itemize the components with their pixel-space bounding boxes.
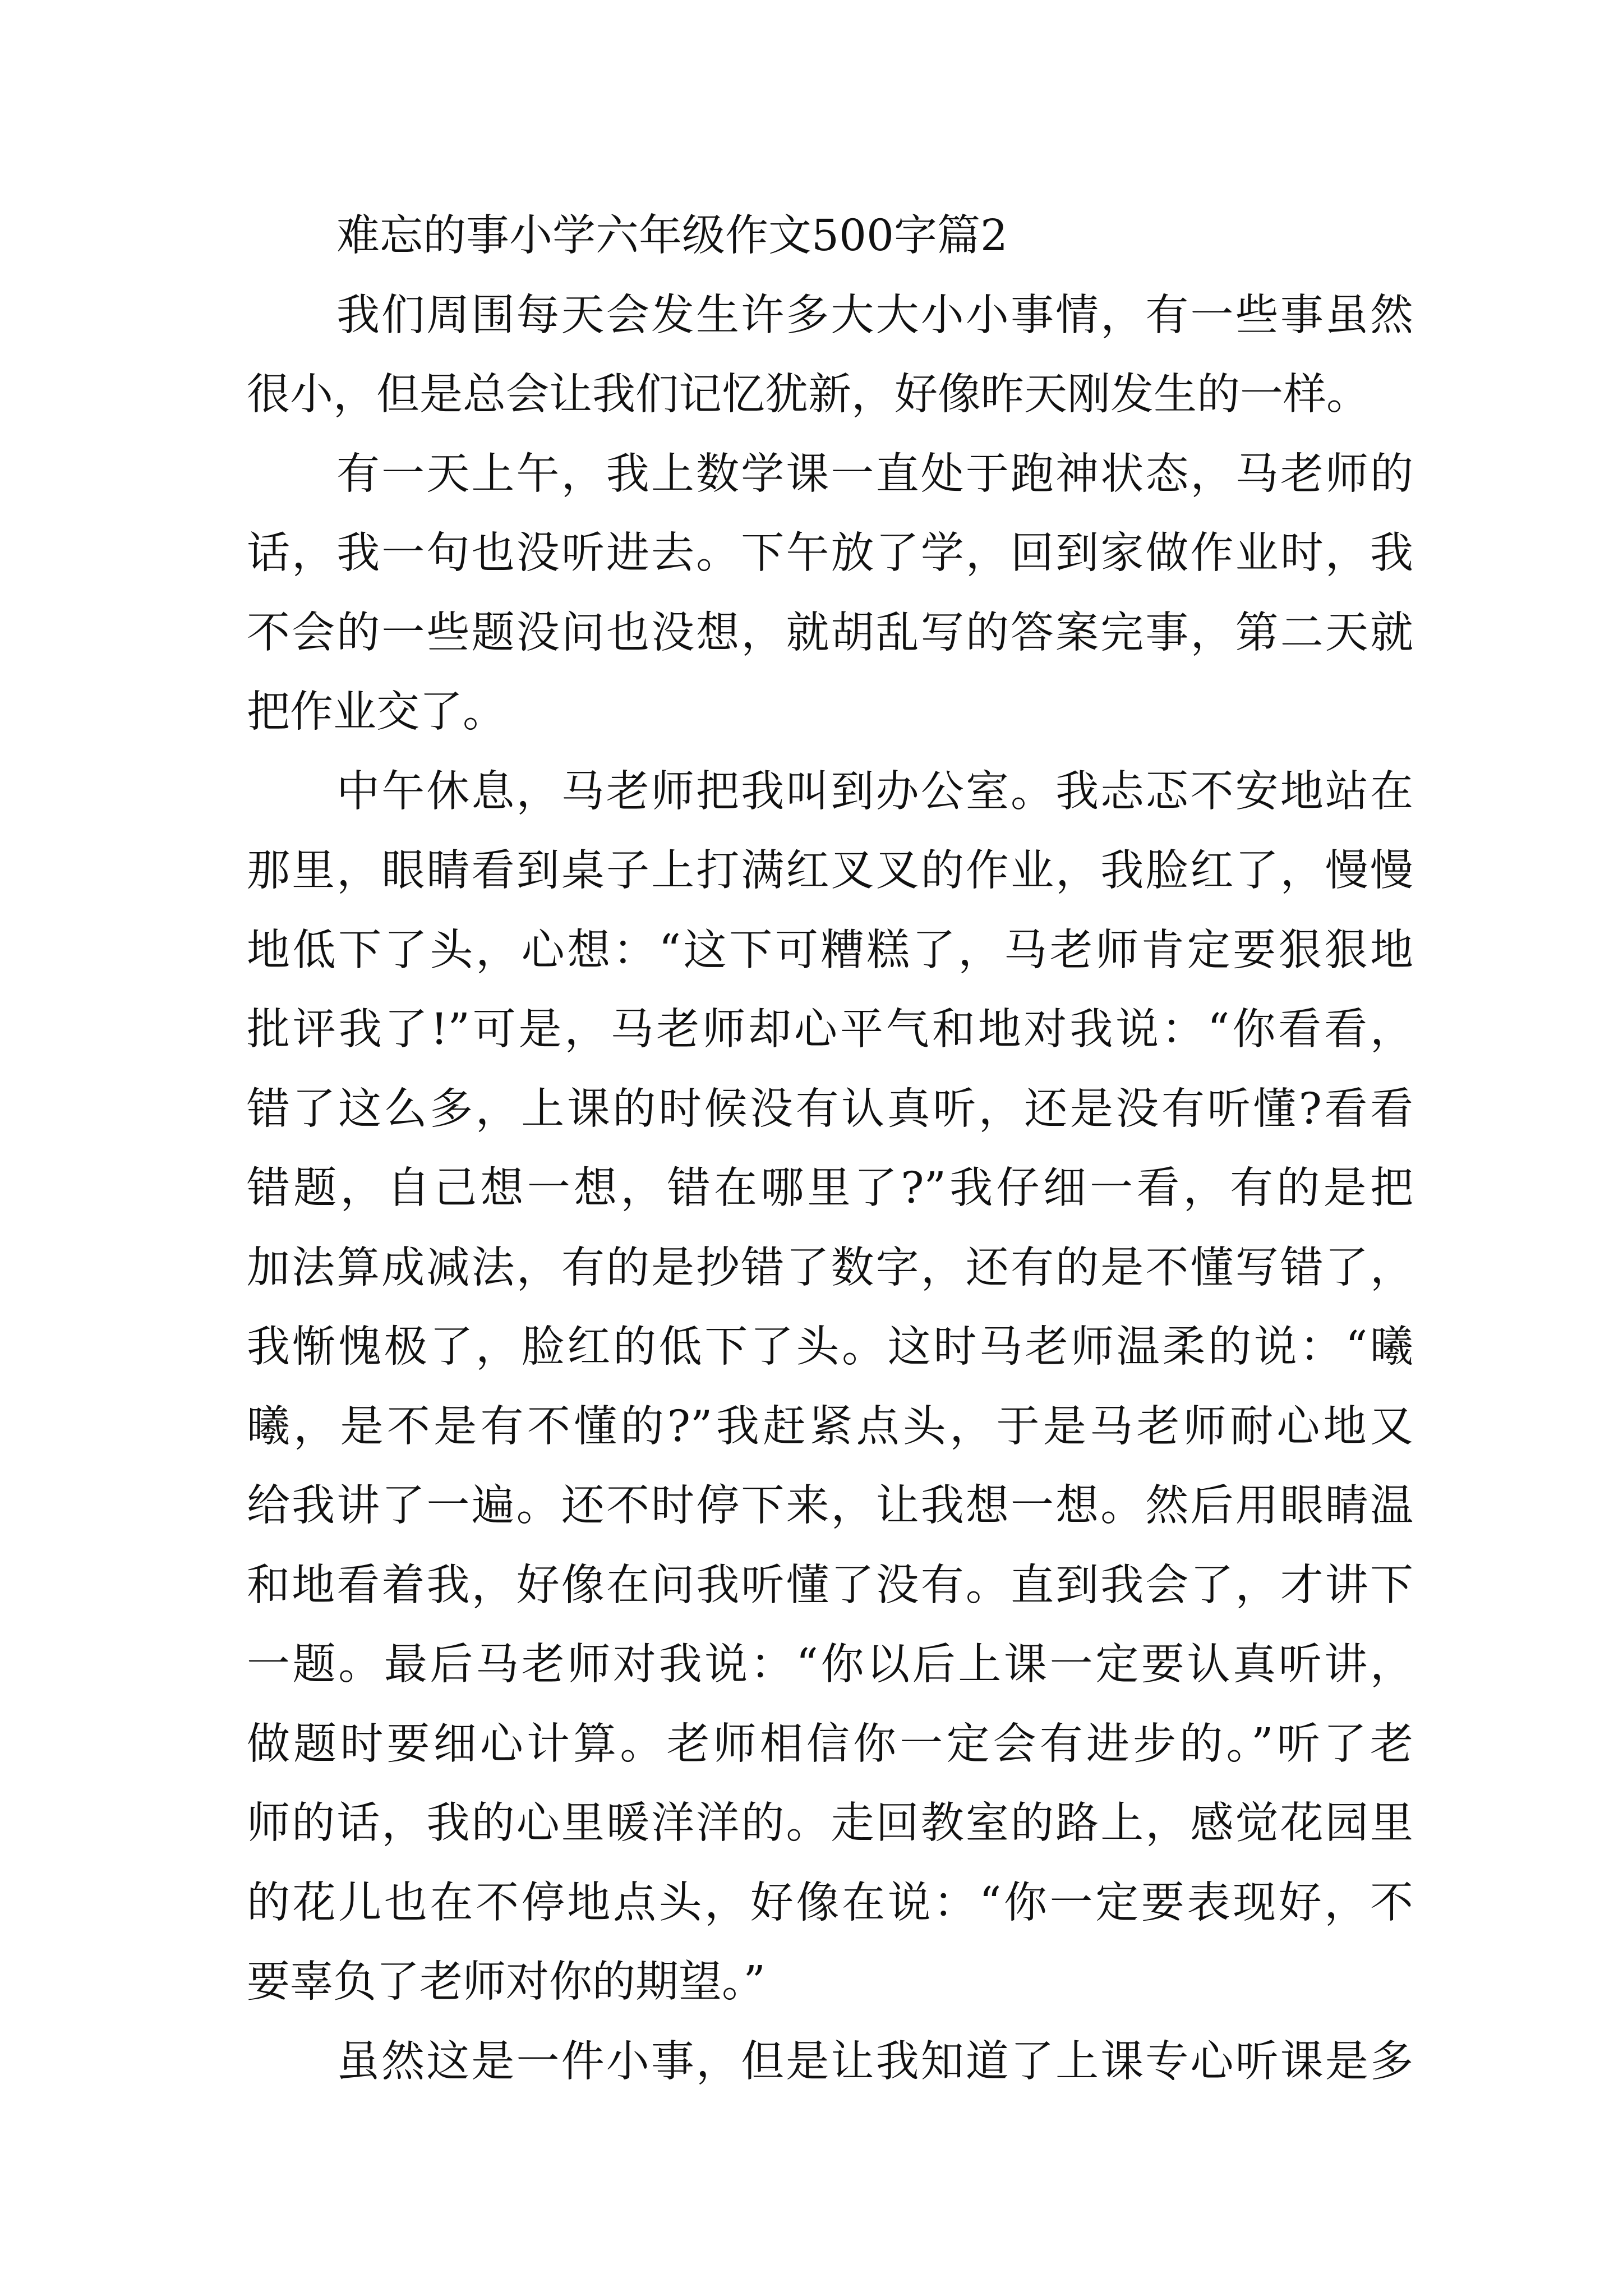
paragraph-3-line-12: 一题。最后马老师对我说：“你以后上课一定要认真听讲， — [247, 1640, 1413, 1690]
paragraph-4-line-1: 虽然这是一件小事，但是让我知道了上课专心听课是多 — [336, 2036, 1413, 2087]
paragraph-2-line-1: 有一天上午，我上数学课一直处于跑神状态，马老师的 — [336, 449, 1413, 499]
paragraph-1-line-1: 我们周围每天会发生许多大大小小事情，有一些事虽然 — [336, 290, 1413, 341]
paragraph-2-line-2: 话，我一句也没听进去。下午放了学，回到家做作业时，我 — [247, 528, 1413, 578]
paragraph-3-line-5: 错了这么多，上课的时候没有认真听，还是没有听懂?看看 — [247, 1084, 1413, 1134]
paragraph-3-line-4: 批评我了!”可是，马老师却心平气和地对我说：“你看看， — [247, 1005, 1413, 1055]
essay-title: 难忘的事小学六年级作文500字篇2 — [336, 211, 1008, 261]
paragraph-3-line-10: 给我讲了一遍。还不时停下来，让我想一想。然后用眼睛温 — [247, 1481, 1413, 1531]
paragraph-3-line-3: 地低下了头，心想：“这下可糟糕了，马老师肯定要狠狠地 — [247, 925, 1413, 976]
paragraph-3-line-8: 我惭愧极了，脸红的低下了头。这时马老师温柔的说：“曦 — [247, 1322, 1413, 1372]
paragraph-3-line-6: 错题，自己想一想，错在哪里了?”我仔细一看，有的是把 — [247, 1163, 1413, 1213]
paragraph-2-line-3: 不会的一些题没问也没想，就胡乱写的答案完事，第二天就 — [247, 608, 1413, 658]
paragraph-3-line-16: 要辜负了老师对你的期望。” — [247, 1957, 766, 2007]
essay-body — [247, 196, 1413, 2101]
paragraph-3-line-2: 那里，眼睛看到桌子上打满红叉叉的作业，我脸红了，慢慢 — [247, 846, 1413, 896]
paragraph-3-line-11: 和地看着我，好像在问我听懂了没有。直到我会了，才讲下 — [247, 1560, 1413, 1611]
paragraph-2-line-4: 把作业交了。 — [247, 687, 506, 737]
paragraph-3-line-1: 中午休息，马老师把我叫到办公室。我忐忑不安地站在 — [336, 766, 1413, 817]
paragraph-3-line-14: 师的话，我的心里暖洋洋的。走回教室的路上，感觉花园里 — [247, 1798, 1413, 1848]
paragraph-3-line-13: 做题时要细心计算。老师相信你一定会有进步的。”听了老 — [247, 1719, 1413, 1769]
paragraph-3-line-7: 加法算成减法，有的是抄错了数字，还有的是不懂写错了， — [247, 1243, 1413, 1293]
paragraph-3-line-9: 曦，是不是有不懂的?”我赶紧点头，于是马老师耐心地又 — [247, 1401, 1413, 1452]
paragraph-3-line-15: 的花儿也在不停地点头，好像在说：“你一定要表现好，不 — [247, 1878, 1413, 1928]
paragraph-1-line-2: 很小，但是总会让我们记忆犹新，好像昨天刚发生的一样。 — [247, 370, 1370, 420]
